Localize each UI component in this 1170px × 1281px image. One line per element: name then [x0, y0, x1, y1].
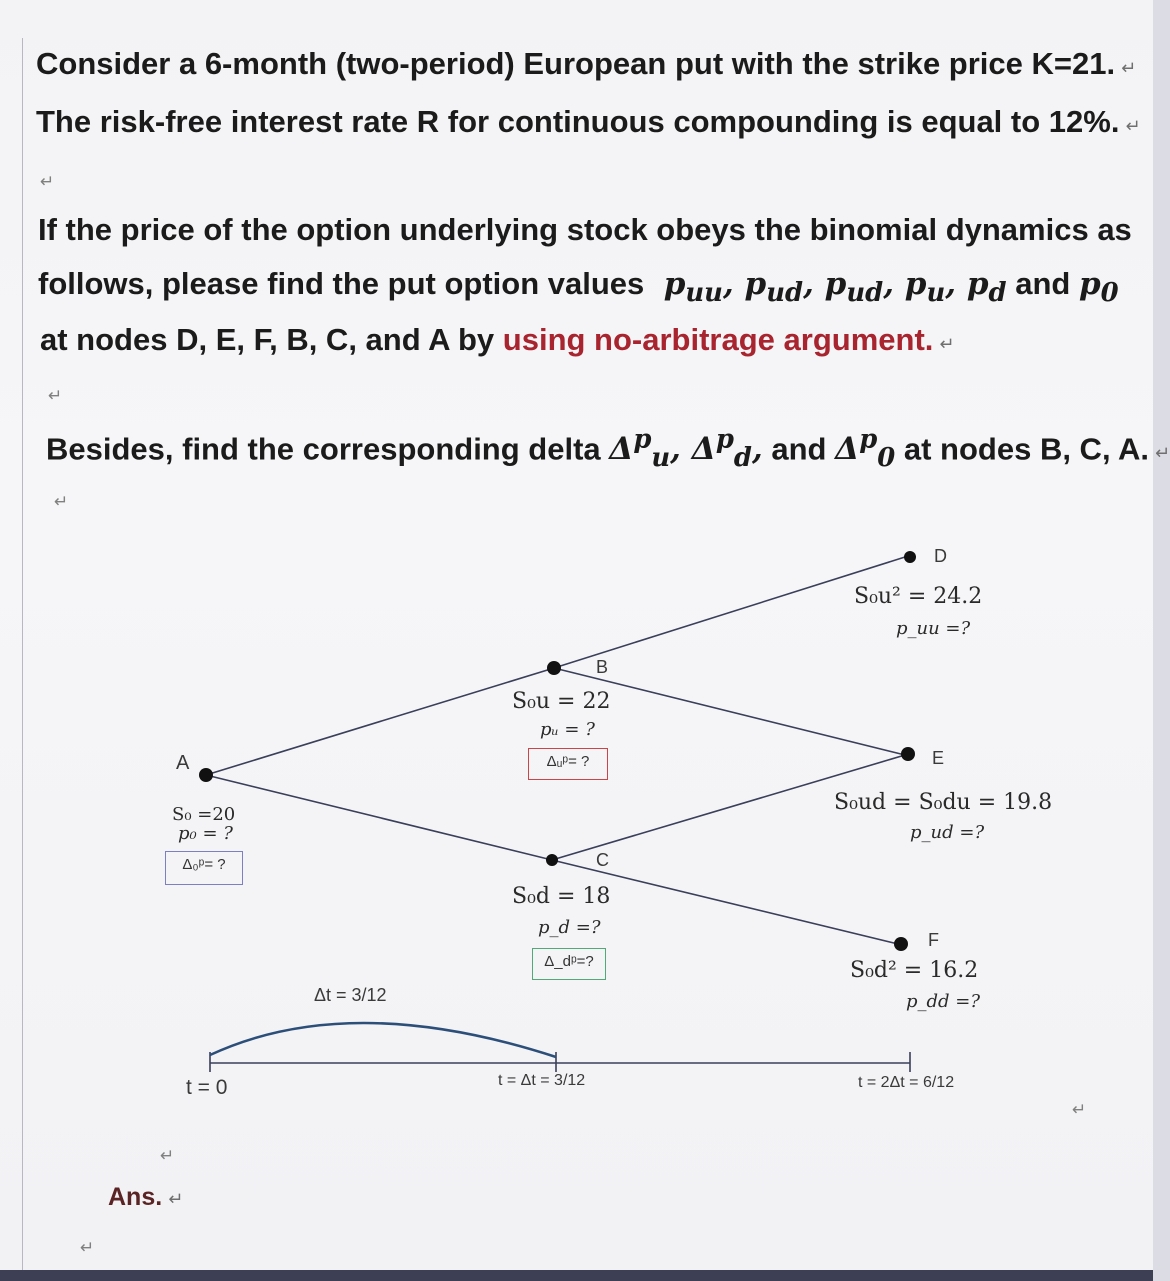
node-f-label: F	[928, 930, 939, 950]
node-e-label: E	[932, 748, 945, 768]
delta-t-arc	[210, 1023, 556, 1057]
node-d-label: D	[934, 546, 947, 566]
answer-label: Ans. ↵	[108, 1183, 184, 1211]
problem-line-2: The risk-free interest rate R for continuous compounding is equal to 12%. ↵	[36, 104, 1141, 139]
node-e-price: S₀ud = S₀du = 19.8	[834, 790, 1053, 815]
node-d-option: p_uu =?	[896, 618, 971, 639]
return-mark: ↵	[80, 1238, 95, 1257]
node-b-dot	[547, 661, 561, 675]
screen-bottom-edge	[0, 1270, 1153, 1281]
return-mark: ↵	[54, 492, 69, 511]
problem-line-6: Besides, find the corresponding delta $\Delta^p_u$, $\Delta^p_d$, and $\Delta^p_0$ at nodes B, C, A. ↵	[46, 425, 1170, 474]
problem-line-4: follows, please find the put option values $p_{uu}$, $p_{ud}$, $p_{ud}$, $p_u$, $p_d$ and $p_0$	[38, 266, 1119, 309]
node-d-dot	[904, 551, 916, 563]
node-a-delta-box: Δ₀ᵖ= ?	[165, 851, 243, 885]
node-c-label: C	[596, 850, 609, 870]
node-e-option: p_ud =?	[910, 822, 985, 843]
branch-b-d	[554, 557, 905, 668]
delta-t-label: Δt = 3/12	[314, 985, 387, 1005]
node-f-dot	[894, 937, 908, 951]
node-b-delta-box: Δᵤᵖ= ?	[528, 748, 608, 780]
no-arbitrage-highlight: using no-arbitrage argument.	[502, 322, 934, 357]
node-c-dot	[546, 854, 558, 866]
node-c-price: S₀d = 18	[512, 884, 611, 909]
return-mark: ↵	[40, 172, 55, 191]
problem-line-1: Consider a 6-month (two-period) European put with the strike price K=21. ↵	[36, 46, 1137, 81]
node-a-dot	[199, 768, 213, 782]
return-mark: ↵	[160, 1146, 175, 1165]
node-e-dot	[901, 747, 915, 761]
node-b-option: pᵤ = ?	[540, 719, 595, 740]
problem-line-5: at nodes D, E, F, B, C, and A by using no-arbitrage argument. ↵	[40, 322, 955, 357]
node-a-label: A	[176, 752, 190, 774]
time-label-t2: t = 2Δt = 6/12	[858, 1074, 955, 1091]
node-a-option: p₀ = ?	[178, 823, 233, 844]
node-a-price: S₀ =20	[172, 804, 236, 825]
time-label-t0: t = 0	[186, 1076, 228, 1099]
node-b-price: S₀u = 22	[512, 689, 611, 714]
time-label-t1: t = Δt = 3/12	[498, 1072, 586, 1089]
node-b-label: B	[596, 657, 609, 677]
node-f-price: S₀d² = 16.2	[850, 958, 979, 983]
return-mark: ↵	[48, 386, 63, 405]
branch-a-c	[206, 775, 552, 860]
node-c-option: p_d =?	[538, 917, 601, 938]
node-f-option: p_dd =?	[906, 991, 981, 1012]
problem-line-3: If the price of the option underlying stock obeys the binomial dynamics as	[38, 212, 1132, 247]
node-c-delta-box: Δ_dᵖ=?	[532, 948, 606, 980]
node-d-price: S₀u² = 24.2	[854, 584, 983, 609]
return-mark: ↵	[1072, 1100, 1087, 1119]
branch-a-b	[206, 668, 554, 775]
